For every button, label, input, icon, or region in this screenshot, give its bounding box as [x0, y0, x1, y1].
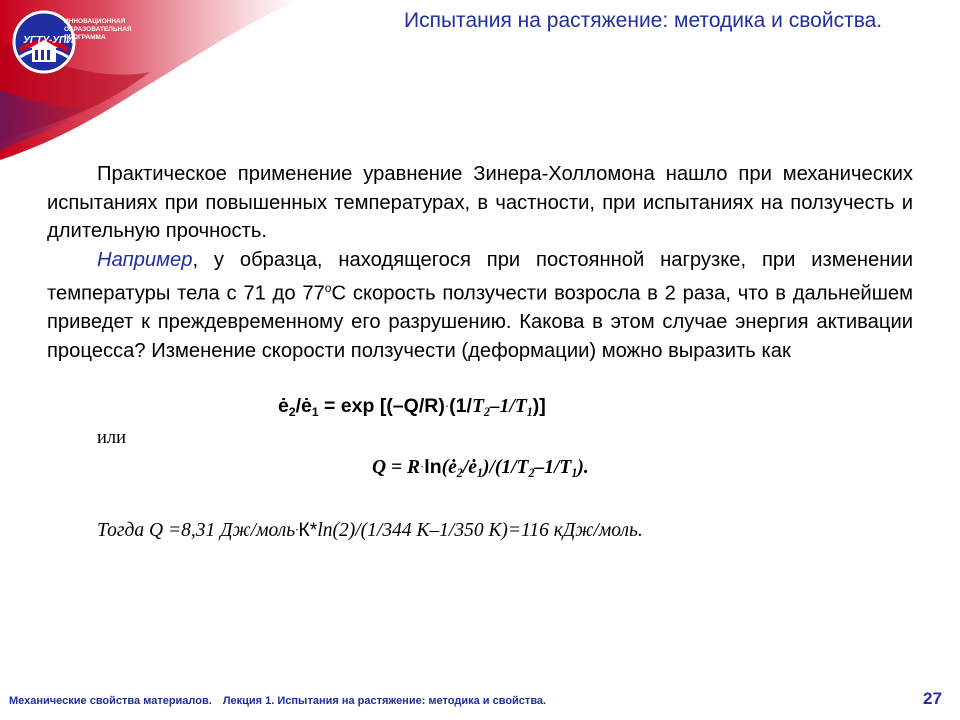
result-part2: ln(2)/(1/344 К–1/350 К)=116 кДж/моль. [317, 520, 643, 541]
formula1-minus: –1/ [489, 396, 515, 417]
formula2-e1: ė [468, 457, 477, 478]
formula2-open: ( [441, 457, 449, 478]
university-logo [6, 4, 136, 80]
logo-subtitle: ИННОВАЦИОННАЯ ОБРАЗОВАТЕЛЬНАЯ ПРОГРАММА [64, 18, 132, 41]
slide-title: Испытания на растяжение: методика и свойства. [404, 9, 883, 32]
formula1-slash: / [295, 395, 301, 417]
creep-rate-formula [278, 395, 546, 418]
formula1-exp: = exp [(–Q/R) [318, 395, 445, 417]
footer [9, 695, 546, 707]
calculation-result [97, 519, 643, 542]
example-text-a: , у образца, находящегося при постоянной нагрузке, при изменении температуры тела с 71 до 77 [47, 248, 913, 305]
formula2-lhs: Q = R [372, 457, 420, 478]
example-label: Например [97, 248, 193, 271]
formula2-t1sub: 1 [571, 466, 578, 480]
formula1-sub2: 2 [288, 405, 296, 419]
footer-lecture: Лекция 1. Испытания на растяжение: методика и свойства. [222, 695, 547, 707]
formula2-t2sub: 2 [528, 466, 535, 480]
formula2-dot: · [419, 459, 425, 474]
footer-course: Механические свойства материалов. [9, 695, 212, 707]
or-label: или [97, 428, 127, 448]
paragraph-zener-hollomon: Практическое применение уравнение Зинера-Холломона нашло при механических испытаниях при повышенных температурах, в частности, при испытаниях на ползучесть и длительную прочность. [47, 163, 913, 242]
formula1-open: (1/ [449, 395, 472, 417]
formula1-e2: ė [278, 395, 289, 417]
page-number: 27 [923, 689, 942, 708]
degree-mark: о [324, 281, 332, 295]
formula2-e2: ė [448, 457, 457, 478]
logo-name: УГТУ-УПИ [23, 34, 74, 46]
formula2-slash: / [462, 457, 469, 478]
formula2-minus: –1/T [534, 457, 572, 478]
formula1-close: )] [532, 395, 546, 417]
result-part1: Тогда Q =8,31 Дж/моль [97, 520, 296, 541]
formula1-t2sub: 2 [483, 405, 490, 419]
formula1-sub1: 1 [311, 405, 319, 419]
formula1-dot: · [444, 398, 450, 413]
formula1-t1sub: 1 [526, 405, 533, 419]
formula2-ln: ln [424, 456, 442, 478]
result-dot: · [295, 522, 299, 537]
formula1-t2: T [471, 396, 484, 417]
formula2-close: )/(1/T [482, 457, 529, 478]
formula2-sub1: 1 [476, 466, 483, 480]
formula1-t1: T [514, 396, 527, 417]
result-unit: К* [298, 519, 318, 541]
example-text-b: С скорость ползучести возросла в 2 раза, что в дальнейшем приведет к преждевременному его разрушению. Какова в этом случае энергия активации процесса? Изменение скорости ползучести (деформации) можно выразить как [47, 282, 913, 362]
slide-body [47, 160, 913, 365]
formula2-end: ). [577, 457, 589, 478]
activation-energy-formula [372, 456, 589, 479]
paragraph-example [47, 246, 913, 366]
formula2-sub2: 2 [456, 466, 463, 480]
formula1-e1: ė [301, 395, 312, 417]
